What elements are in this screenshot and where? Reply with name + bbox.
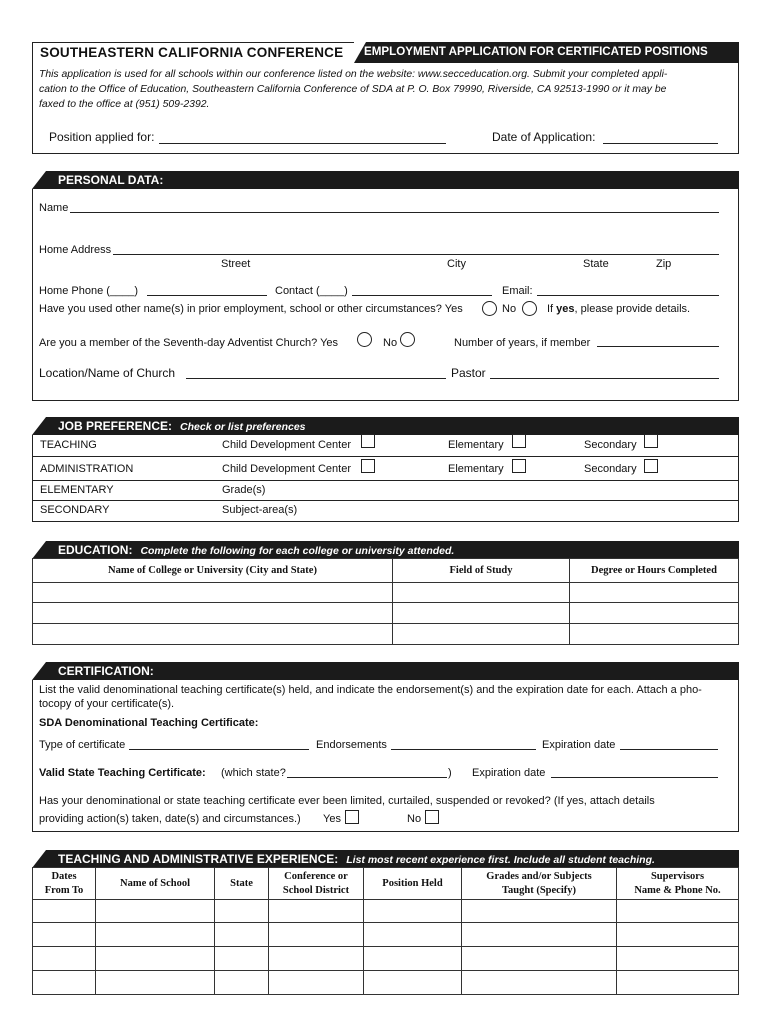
cert-intro-2: tocopy of your certificate(s). (39, 698, 175, 710)
table-cell[interactable] (269, 923, 364, 947)
experience-col-header (364, 868, 462, 900)
certification-header (32, 662, 739, 680)
table-cell[interactable] (617, 923, 739, 947)
table-cell[interactable] (215, 947, 269, 971)
experience-header (32, 850, 739, 868)
table-cell[interactable] (33, 624, 393, 645)
pastor-field[interactable] (490, 378, 719, 379)
expiration-field[interactable] (620, 749, 718, 750)
teaching-elementary-checkbox[interactable] (512, 434, 526, 448)
table-cell[interactable] (393, 583, 570, 603)
job-option-label: Child Development Center (222, 463, 352, 475)
education-col-header: Degree or Hours Completed (570, 559, 739, 583)
sda-cert-label: SDA Denominational Teaching Certificate: (39, 717, 259, 729)
table-cell[interactable] (33, 583, 393, 603)
table-cell[interactable] (269, 947, 364, 971)
church-field[interactable] (186, 378, 446, 379)
subject-area-label: Subject-area(s) (222, 504, 298, 516)
intro-line-1: This application is used for all schools within our conference listed on the website: www.secceducation.org. Submit your completed appli- (39, 69, 668, 80)
table-cell[interactable] (617, 947, 739, 971)
limited-no-label: No (407, 813, 422, 825)
table-cell[interactable] (617, 971, 739, 995)
date-field[interactable] (603, 143, 718, 144)
if-yes-bold: yes (556, 303, 575, 315)
limited-question-2: providing action(s) taken, date(s) and circumstances.) (39, 813, 301, 825)
job-row-divider (32, 480, 739, 481)
job-option-label: Elementary (448, 463, 504, 475)
education-table (32, 558, 739, 645)
table-cell[interactable] (33, 947, 96, 971)
grades-label: Grade(s) (222, 484, 266, 496)
form-title: EMPLOYMENT APPLICATION FOR CERTIFICATED POSITIONS (364, 45, 708, 58)
endorsements-label: Endorsements (316, 739, 387, 751)
city-caption: City (447, 258, 466, 270)
table-cell[interactable] (570, 583, 739, 603)
which-state-close: ) (448, 767, 452, 779)
years-member-label: Number of years, if member (454, 337, 591, 349)
address-label: Home Address (39, 244, 112, 256)
name-field[interactable] (70, 212, 719, 213)
which-state-label: (which state? (221, 767, 286, 779)
experience-col-header (462, 868, 617, 900)
contact-field[interactable] (352, 295, 492, 296)
experience-col-header (269, 868, 364, 900)
table-cell[interactable] (393, 624, 570, 645)
table-cell[interactable] (33, 603, 393, 624)
table-row (33, 923, 739, 947)
limited-no-checkbox[interactable] (425, 810, 439, 824)
col-line-2: School District (282, 884, 350, 896)
personal-header (32, 171, 739, 189)
contact-label: Contact (____) (275, 285, 348, 297)
education-header (32, 541, 739, 559)
teaching-cdc-checkbox[interactable] (361, 434, 375, 448)
table-cell[interactable] (364, 923, 462, 947)
job-row-label: ELEMENTARY (40, 484, 114, 496)
experience-col-header (215, 868, 269, 900)
col-line-1: Name of School (120, 878, 190, 889)
job-row-divider (32, 500, 739, 501)
table-cell[interactable] (393, 603, 570, 624)
which-state-field[interactable] (287, 777, 447, 778)
address-field[interactable] (113, 254, 719, 255)
expiration-label: Expiration date (542, 739, 616, 751)
experience-title: TEACHING AND ADMINISTRATIVE EXPERIENCE: (58, 852, 339, 866)
job-option-label: Secondary (584, 439, 637, 451)
table-cell[interactable] (462, 971, 617, 995)
state-expiration-label: Expiration date (472, 767, 546, 779)
col-line-1: Conference or (284, 870, 348, 882)
date-label: Date of Application: (492, 130, 596, 144)
table-cell[interactable] (96, 923, 215, 947)
if-yes-pre: If (547, 303, 557, 315)
home-phone-field[interactable] (147, 295, 267, 296)
intro-line-2: cation to the Office of Education, Southeastern California Conference of SDA at P. O. Box 79990, Riverside, CA 92513-1990 or it may be (39, 84, 667, 95)
cert-intro-1: List the valid denominational teaching certificate(s) held, and indicate the endorsement(s) and the expiration date for each. Attach a pho- (39, 684, 702, 696)
col-line-2: Taught (Specify) (502, 884, 576, 896)
intro-line-3: faxed to the office at (951) 509-2392. (39, 99, 210, 110)
other-names-question: Have you used other name(s) in prior employment, school or other circumstances? Yes (39, 303, 463, 315)
other-names-yes-radio[interactable] (482, 301, 497, 316)
position-field[interactable] (159, 143, 446, 144)
table-cell[interactable] (96, 971, 215, 995)
experience-table (32, 867, 739, 995)
name-label: Name (39, 202, 69, 214)
table-cell[interactable] (462, 947, 617, 971)
church-label: Location/Name of Church (39, 366, 176, 380)
table-row (33, 583, 739, 603)
education-title: EDUCATION: (58, 543, 133, 557)
col-line-2: Name & Phone No. (634, 884, 721, 896)
admin-cdc-checkbox[interactable] (361, 459, 375, 473)
job-row-label: TEACHING (40, 439, 97, 451)
position-label: Position applied for: (49, 130, 155, 144)
pastor-label: Pastor (451, 366, 486, 380)
table-row (33, 900, 739, 923)
col-line-2: From To (44, 884, 84, 896)
job-option-label: Secondary (584, 463, 637, 475)
street-caption: Street (221, 258, 251, 270)
col-line-1: Supervisors (650, 870, 705, 882)
table-cell[interactable] (364, 971, 462, 995)
col-line-1: Dates (51, 870, 77, 882)
if-yes-note (547, 303, 690, 315)
teaching-secondary-checkbox[interactable] (644, 434, 658, 448)
experience-subtitle: List most recent experience first. Include all student teaching. (346, 854, 655, 866)
experience-col-header (96, 868, 215, 900)
experience-col-header (617, 868, 739, 900)
table-cell[interactable] (364, 947, 462, 971)
table-cell[interactable] (269, 900, 364, 923)
table-row (33, 603, 739, 624)
table-cell[interactable] (364, 900, 462, 923)
table-row (33, 624, 739, 645)
table-cell[interactable] (33, 971, 96, 995)
limited-yes-label: Yes (323, 813, 341, 825)
job-row-divider (32, 456, 739, 457)
table-cell[interactable] (462, 923, 617, 947)
form-title-banner (354, 42, 739, 63)
table-cell[interactable] (215, 900, 269, 923)
type-field[interactable] (129, 749, 309, 750)
limited-yes-checkbox[interactable] (345, 810, 359, 824)
member-question: Are you a member of the Seventh-day Adventist Church? Yes (39, 337, 339, 349)
col-line-1: Grades and/or Subjects (486, 870, 592, 882)
table-row (33, 947, 739, 971)
admin-secondary-checkbox[interactable] (644, 459, 658, 473)
years-member-field[interactable] (597, 346, 719, 347)
member-no-radio[interactable] (400, 332, 415, 347)
table-cell[interactable] (215, 923, 269, 947)
education-col-header: Name of College or University (City and State) (33, 559, 393, 583)
job-subtitle: Check or list preferences (180, 421, 306, 433)
table-row (33, 971, 739, 995)
job-row-label: SECONDARY (40, 504, 110, 516)
conference-name: SOUTHEASTERN CALIFORNIA CONFERENCE (40, 45, 344, 60)
job-title: JOB PREFERENCE: (58, 419, 173, 433)
job-row-label: ADMINISTRATION (40, 463, 134, 475)
col-line-1: State (230, 878, 253, 889)
member-no-label: No (383, 337, 398, 349)
if-yes-post: , please provide details. (574, 303, 691, 315)
job-option-label: Elementary (448, 439, 504, 451)
education-col-header: Field of Study (393, 559, 570, 583)
other-names-no-label: No (502, 303, 517, 315)
table-cell[interactable] (462, 900, 617, 923)
table-cell[interactable] (33, 923, 96, 947)
table-cell[interactable] (570, 624, 739, 645)
education-subtitle: Complete the following for each college or university attended. (140, 545, 455, 557)
col-line-1: Position Held (382, 878, 443, 889)
table-cell[interactable] (617, 900, 739, 923)
state-caption: State (583, 258, 609, 270)
member-yes-radio[interactable] (357, 332, 372, 347)
certification-title: CERTIFICATION: (58, 664, 154, 678)
zip-caption: Zip (656, 258, 672, 270)
limited-question-1: Has your denominational or state teaching certificate ever been limited, curtailed, suspended or revoked? (If yes, attach details (39, 795, 655, 807)
job-header (32, 417, 739, 435)
email-label: Email: (502, 285, 533, 297)
personal-title: PERSONAL DATA: (58, 173, 164, 187)
table-cell[interactable] (33, 900, 96, 923)
email-field[interactable] (537, 295, 719, 296)
other-names-no-radio[interactable] (522, 301, 537, 316)
state-expiration-field[interactable] (551, 777, 718, 778)
state-cert-label: Valid State Teaching Certificate: (39, 767, 206, 779)
experience-col-header (33, 868, 96, 900)
home-phone-label: Home Phone (____) (39, 285, 139, 297)
endorsements-field[interactable] (391, 749, 536, 750)
type-label: Type of certificate (39, 739, 126, 751)
table-cell[interactable] (215, 971, 269, 995)
admin-elementary-checkbox[interactable] (512, 459, 526, 473)
table-cell[interactable] (96, 900, 215, 923)
table-cell[interactable] (570, 603, 739, 624)
job-option-label: Child Development Center (222, 439, 352, 451)
table-cell[interactable] (269, 971, 364, 995)
table-cell[interactable] (96, 947, 215, 971)
